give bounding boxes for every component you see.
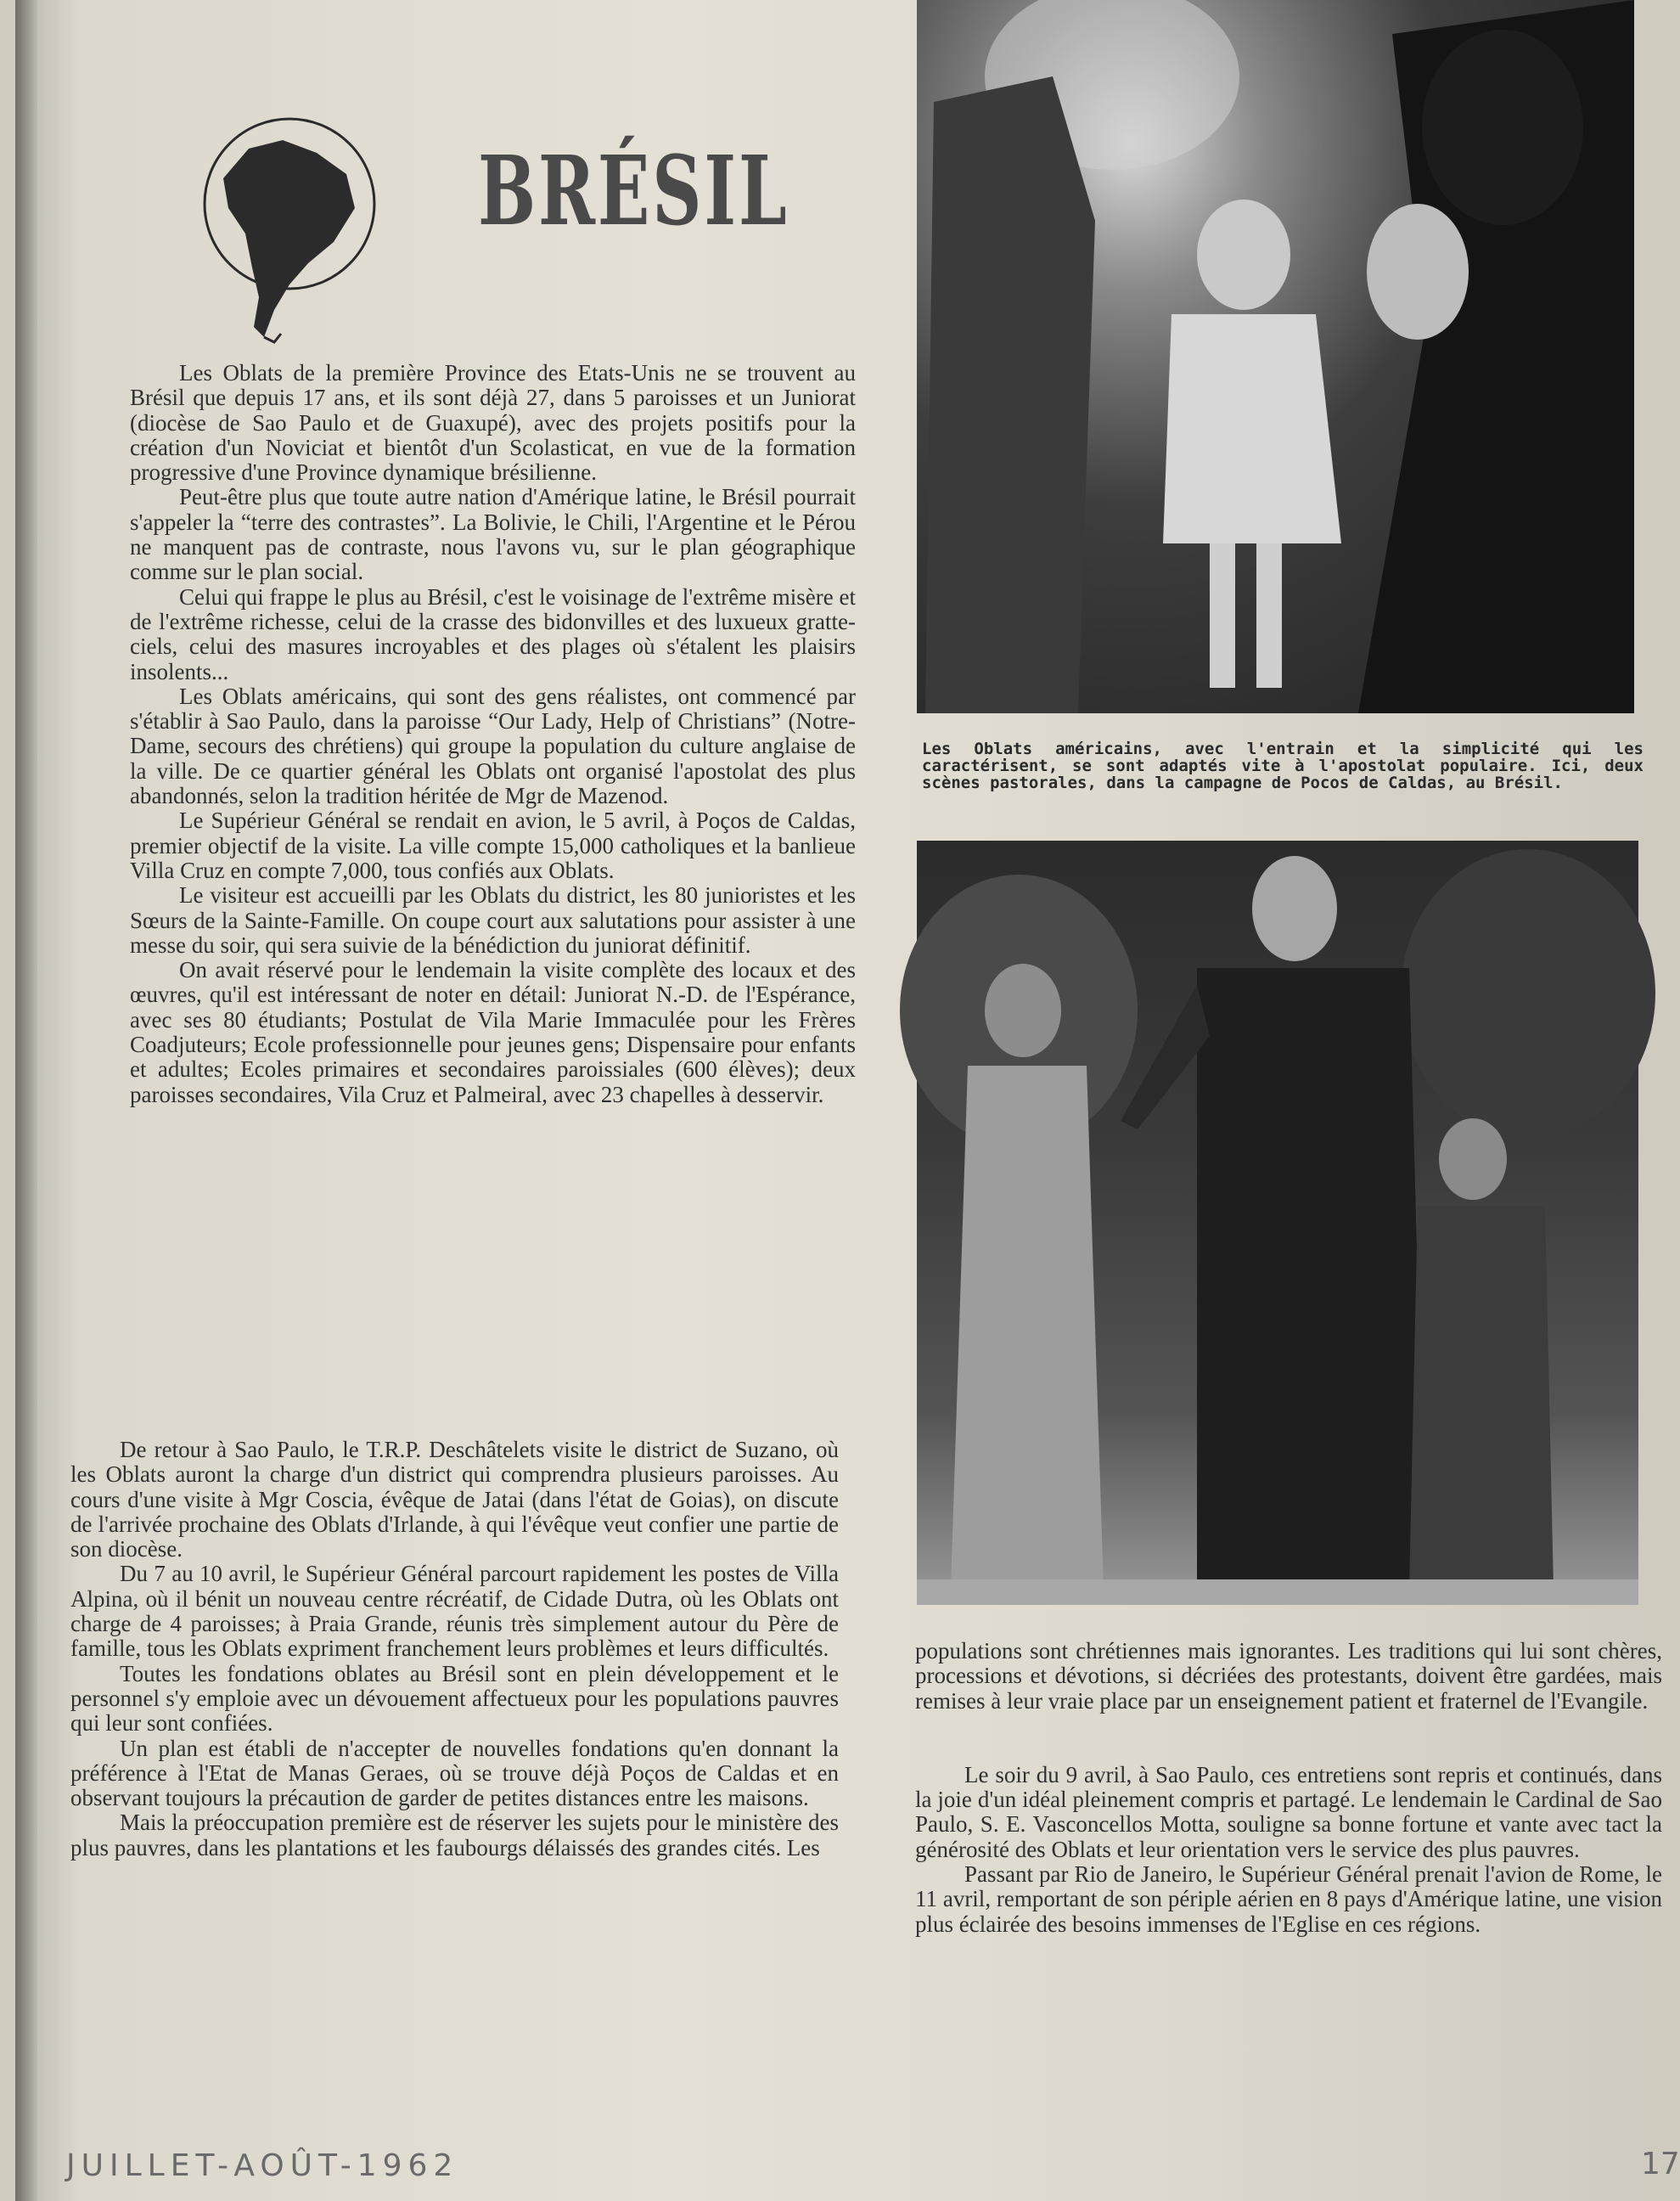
paragraph: Mais la préoccupation première est de réserver les sujets pour le ministère des plus pauvres, dans les plantations et les faubourgs délaissés des grandes cités. Les xyxy=(70,1810,839,1860)
magazine-page xyxy=(15,0,1680,2201)
paragraph: Du 7 au 10 avril, le Supérieur Général parcourt rapidement les postes de Villa Alpina, où il bénit un nouveau centre récréatif, de Cidade Dutra, où les Oblats ont charge de 4 paroisses; à Praia Grande, réunis très simplement autour du Père de famille, tous les Oblats expriment franchement leurs problèmes et leurs difficultés. xyxy=(70,1561,839,1662)
paragraph: Le visiteur est accueilli par les Oblats du district, les 80 junioristes et les Sœurs de la Sainte-Famille. On coupe court aux salutations pour assister à une messe du soir, qui sera suivie de la bénédiction du juniorat définitif. xyxy=(130,882,856,958)
left-column-bottom xyxy=(70,1438,839,1860)
paragraph: Les Oblats de la première Province des Etats-Unis ne se trouvent au Brésil que depuis 17 ans, et ils sont déjà 27, dans 5 paroisses et un Juniorat (diocèse de Sao Paulo et de Guaxupé), avec des projets positifs pour la création d'un Noviciat et bientôt d'un Scolasticat, en vue de la formation progressive d'une Province dynamique brésilienne. xyxy=(130,360,856,486)
page-title: BRÉSIL xyxy=(478,136,789,247)
paragraph: Le soir du 9 avril, à Sao Paulo, ces entretiens sont repris et continués, dans la joie d'un idéal pleinement compris et partagé. Le lendemain le Cardinal de Sao Paulo, S. E. Vasconcellos Motta, souligne sa bonne fortune et vante avec tact la générosité des Oblats et leur orientation vers le service des plus pauvres. xyxy=(915,1761,1662,1862)
photo-caption: Les Oblats américains, avec l'entrain et la simplicité qui les caractérisent, se sont adaptés vite à l'apostolat populaire. Ici, deux scènes pastorales, dans la campagne de Pocos de Caldas, au Brésil. xyxy=(922,740,1643,792)
paragraph: Toutes les fondations oblates au Brésil sont en plein développement et le personnel s'y emploie avec un dévouement affectueux pour les populations pauvres qui leur sont confiées. xyxy=(70,1660,839,1737)
issue-date: JUILLET-AOÛT-1962 xyxy=(66,2148,459,2183)
paragraph: On avait réservé pour le lendemain la visite complète des locaux et des œuvres, qu'il est intéressant de noter en détail: Juniorat N.-D. de l'Espérance, avec ses 80 étudiants; Postulat de Vila Marie Immaculée pour les Frères Coadjuteurs; Ecole professionnelle pour jeunes gens; Dispensaire pour enfants et adultes; Ecoles primaires et secondaires paroissiales (600 élèves); deux paroisses secondaires, Vila Cruz et Palmeiral, avec 23 chapelles à desservir. xyxy=(130,957,856,1107)
paragraph: Passant par Rio de Janeiro, le Supérieur Général prenait l'avion de Rome, le 11 avril, remportant de son périple aérien en 8 pays d'Amérique latine, une vision plus éclairée des besoins immenses de l'Eglise en ces régions. xyxy=(915,1861,1662,1937)
binding-shadow xyxy=(15,0,37,2201)
paragraph: Les Oblats américains, qui sont des gens réalistes, ont commencé par s'établir à Sao Paulo, dans la paroisse “Our Lady, Help of Christians” (Notre-Dame, secours des chrétiens) qui groupe la population du culture anglaise de la ville. De ce quartier général les Oblats ont organisé l'apostolat des plus abandonnés, selon la tradition héritée de Mgr de Mazenod. xyxy=(130,683,856,809)
photo-priest-with-boys xyxy=(917,841,1638,1605)
right-column-bottom xyxy=(915,1639,1662,1937)
paragraph: Le Supérieur Général se rendait en avion, le 5 avril, à Poços de Caldas, premier objectif de la visite. La ville compte 15,000 catholiques et la banlieue Villa Cruz en compte 7,000, tous confiés aux Oblats. xyxy=(130,808,856,883)
page-number: 17 xyxy=(1641,2147,1680,2181)
paragraph: Un plan est établi de n'accepter de nouvelles fondations qu'en donnant la préférence à l'Etat de Manas Geraes, où se trouve déjà Poços de Caldas et en observant toujours la précaution de garder de petites distances entre les maisons. xyxy=(70,1735,839,1811)
left-column-top xyxy=(130,361,856,1107)
paragraph: populations sont chrétiennes mais ignorantes. Les traditions qui lui sont chères, processions et dévotions, si décriées des protestants, doivent être gardées, mais remises à leur vraie place par un enseignement patient et fraternel de l'Evangile. xyxy=(915,1638,1662,1714)
paragraph: De retour à Sao Paulo, le T.R.P. Deschâtelets visite le district de Suzano, où les Oblats auront la charge d'un district qui comprendra plusieurs paroisses. Au cours d'une visite à Mgr Coscia, évêque de Jatai (dans l'état de Goias), on discute de l'arrivée prochaine des Oblats d'Irlande, à qui l'évêque veut confier une partie de son diocèse. xyxy=(70,1437,839,1562)
photo-pastoral-scene-child xyxy=(917,0,1634,713)
paragraph: Peut-être plus que toute autre nation d'Amérique latine, le Brésil pourrait s'appeler la “terre des contrastes”. La Bolivie, le Chili, l'Argentine et le Pérou ne manquent pas de contraste, nous l'avons vu, sur le plan géographique comme sur le plan social. xyxy=(130,484,856,585)
south-america-globe-icon xyxy=(189,115,385,344)
paragraph: Celui qui frappe le plus au Brésil, c'est le voisinage de l'extrême misère et de l'extrême richesse, celui de la crasse des bidonvilles et des luxueux gratte-ciels, celui des masures incroyables et des plages où s'étalent les plaisirs insolents... xyxy=(130,583,856,684)
